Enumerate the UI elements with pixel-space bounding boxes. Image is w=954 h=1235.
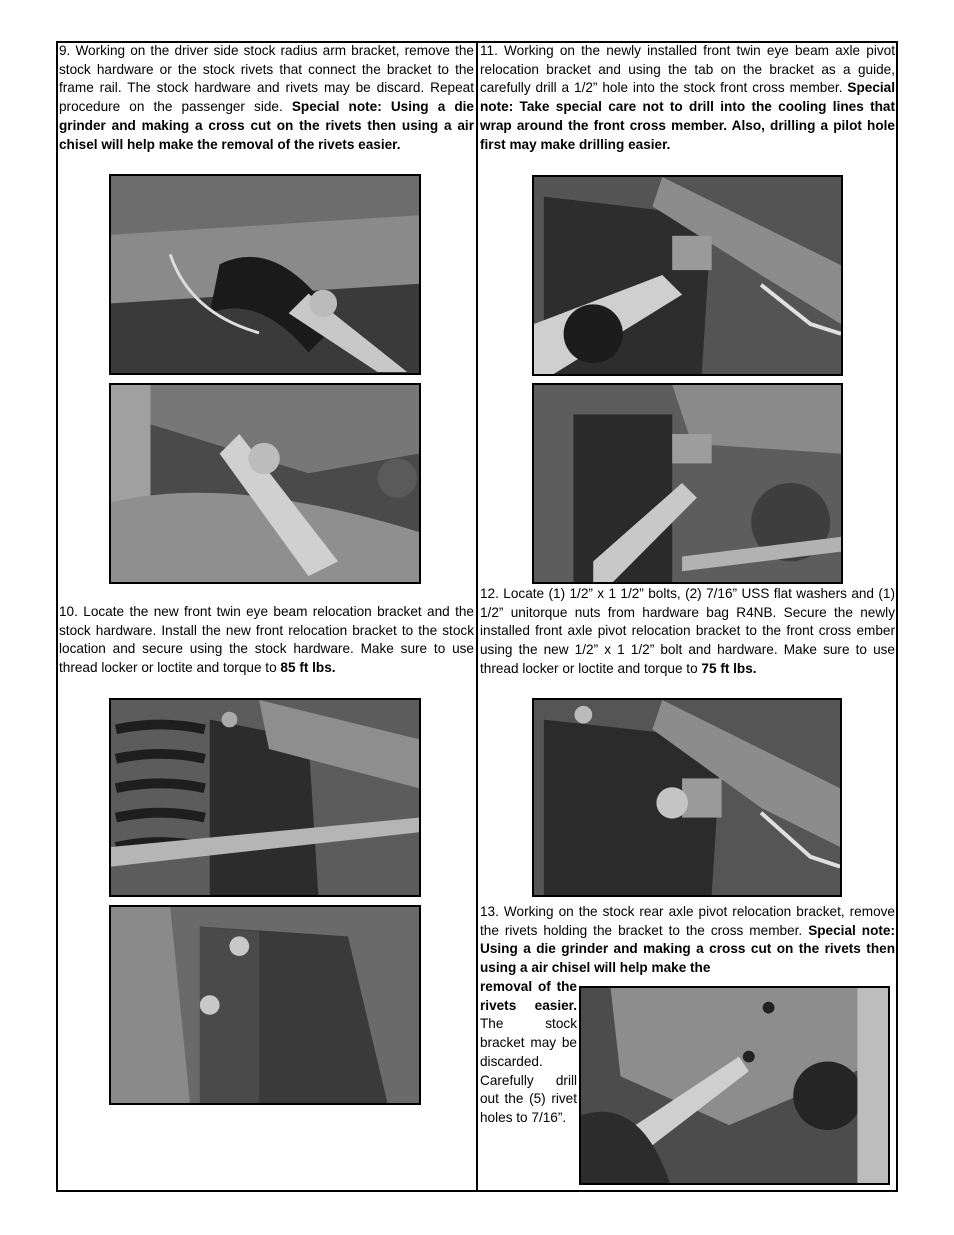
step-12-torque: 75 ft lbs.: [701, 660, 757, 676]
photo-installed-front-bracket-with-coil-spring: [111, 700, 419, 895]
step-13-tail: The stock bracket may be discarded. Carefully drill out the (5) rivet holes to 7/16”.: [480, 1016, 577, 1125]
step-13-body: 13. Working on the stock rear axle pivot relocation bracket, remove the rivets holding the bracket to the cross member.: [480, 904, 895, 938]
step-13-wrap-text: [480, 978, 577, 1128]
photo-step-9-b: [109, 383, 421, 584]
step-13-note-b: removal of the rivets easier.: [480, 979, 577, 1013]
step-9-body: 9. Working on the driver side stock radius arm bracket, remove the stock hardware or the stock rivets that connect the bracket to the frame rail. The stock hardware and rivets may be discard. Repeat procedure on the passenger side.: [59, 43, 474, 115]
photo-step-9-a: [109, 174, 421, 375]
photo-drilling-cross-member: [534, 177, 841, 374]
step-10-text: [59, 603, 474, 678]
step-11-body: 11. Working on the newly installed front twin eye beam axle pivot relocation bracket and using the tab on the bracket as a guide, carefully drill a 1/2” hole into the stock front cross member.: [480, 43, 895, 96]
photo-step-12: [532, 698, 842, 897]
photo-drilling-cross-member-wide: [534, 385, 841, 582]
photo-rivet-removal-rear-bracket: [581, 988, 888, 1183]
photo-step-11-a: [532, 175, 843, 376]
photo-step-10-a: [109, 698, 421, 897]
photo-step-13: [579, 986, 890, 1185]
step-11-text: [480, 42, 895, 154]
photo-step-10-b: [109, 905, 421, 1105]
column-divider: [476, 41, 478, 1192]
step-12-text: [480, 585, 895, 679]
step-12-body: 12. Locate (1) 1/2” x 1 1/2” bolts, (2) 7/16” USS flat washers and (1) 1/2” unitorque nuts from hardware bag R4NB. Secure the newly installed front axle pivot relocation bracket to the front cross ember using the new 1/2” x 1 1/2” bolt and hardware. Make sure to use thread locker or loctite and torque to: [480, 586, 895, 676]
photo-chisel-at-frame-bracket: [111, 385, 419, 582]
photo-step-11-b: [532, 383, 843, 584]
step-10-torque: 85 ft lbs.: [280, 660, 336, 676]
step-10-body: 10. Locate the new front twin eye beam relocation bracket and the stock hardware. Install the new front relocation bracket to the stock location and secure using the stock hardware. Make sure to use thread locker or loctite and torque to: [59, 604, 474, 676]
step-9-text: [59, 42, 474, 154]
photo-air-chisel-on-rivet: [111, 176, 419, 373]
step-9-note: Special note: Using a die grinder and making a cross cut on the rivets then using a air chisel will help make the removal of the rivets easier.: [59, 99, 474, 152]
photo-bracket-bolts-closeup: [111, 907, 419, 1103]
step-13-text: [480, 903, 895, 978]
step-13-note-a: Special note: Using a die grinder and making a cross cut on the rivets then using a air chisel will help make the: [480, 922, 896, 976]
step-11-note: Special note: Take special care not to drill into the cooling lines that wrap around the front cross member. Also, drilling a pilot hole first may make drilling easier.: [480, 80, 896, 152]
photo-bolt-installed-in-bracket: [534, 700, 840, 895]
